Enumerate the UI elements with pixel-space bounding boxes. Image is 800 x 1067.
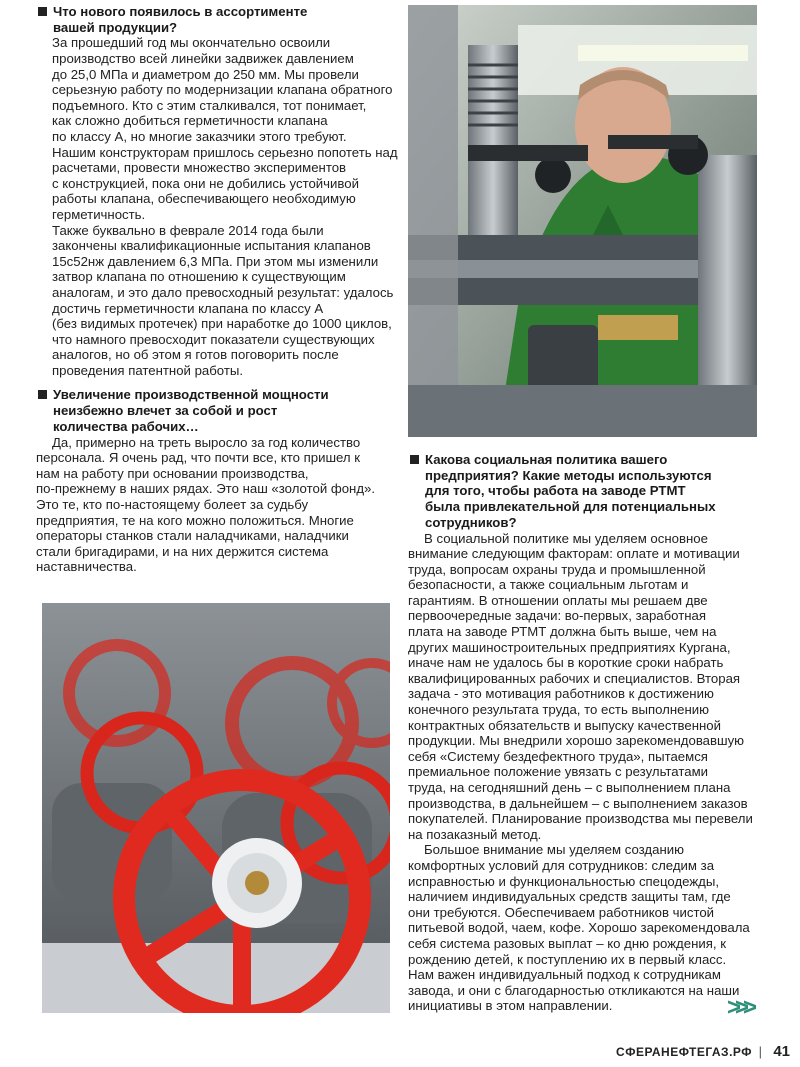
answer-paragraph xyxy=(408,842,762,1014)
text-line: аналогам, и это дало превосходный результат: удалось xyxy=(52,284,394,300)
text-line: проведения патентной работы. xyxy=(52,362,244,378)
right-column xyxy=(408,452,762,1014)
continue-arrows-icon: >>> xyxy=(727,994,752,1021)
text-line: (без видимых протечек) при наработке до 1000 циклов, xyxy=(52,316,392,332)
answer-paragraph xyxy=(408,531,762,843)
text-line: по-прежнему в наших рядах. Это наш «золотой фонд». xyxy=(36,481,376,497)
text-line: производства, в дальнейшем – с выполнением заказов xyxy=(408,795,748,811)
text-line: Также буквально в феврале 2014 года были xyxy=(52,222,324,238)
heading-line: количества рабочих… xyxy=(53,418,199,434)
text-line: наличием индивидуальных средств защиты там, где xyxy=(408,889,731,905)
worker-illustration xyxy=(408,5,757,437)
heading-line: была привлекательной для потенциальных xyxy=(425,499,716,515)
text-line: комфортных условий для сотрудников: следим за xyxy=(408,857,715,873)
text-line: контрактных обязательств и выпуску качественной xyxy=(408,717,721,733)
text-line: 15с52нж давлением 6,3 МПа. При этом мы изменили xyxy=(52,253,379,269)
text-line: они требуются. Обеспечиваем работников чистой xyxy=(408,904,715,920)
text-line: производство всей линейки задвижек давлением xyxy=(52,51,354,66)
text-line: труда, на сегодняшний день – с выполнением плана xyxy=(408,780,731,796)
text-line: За прошедший год мы окончательно освоили xyxy=(52,35,331,51)
text-line: наставничества. xyxy=(36,559,137,575)
text-line: В социальной политике мы уделяем основное xyxy=(424,530,708,546)
text-line: работы клапана, обеспечивающего необходимую xyxy=(52,191,356,207)
text-line: Да, примерно на треть выросло за год количество xyxy=(52,434,361,450)
text-line: гарантиям. В отношении оплаты мы решаем две xyxy=(408,592,708,608)
text-line: Нашим конструкторам пришлось серьезно попотеть над xyxy=(52,144,398,160)
text-line: герметичность. xyxy=(52,206,146,222)
heading-line: предприятия? Какие методы используются xyxy=(425,467,712,483)
photo-worker-at-test-bench xyxy=(408,5,757,437)
text-line: достичь герметичности клапана по классу А xyxy=(52,300,324,316)
text-line: расчетами, провести множество экспериментов xyxy=(52,160,347,176)
text-line: на позаказный метод. xyxy=(408,826,542,842)
text-line: завода, и они с благодарностью откликаются на наши xyxy=(408,982,740,998)
question-heading-capacity xyxy=(36,387,394,434)
heading-line: сотрудников? xyxy=(425,514,517,530)
footer-site-name: СФЕРАНЕФТЕГАЗ.РФ xyxy=(616,1045,752,1059)
text-line: первоочередные задачи: во-первых, заработная xyxy=(408,608,707,624)
text-line: персонала. Я очень рад, что почти все, кто пришел к xyxy=(36,450,361,466)
text-line: Нам важен индивидуальный подход к сотрудникам xyxy=(408,967,721,983)
bullet-square-icon xyxy=(38,7,47,16)
answer-paragraph xyxy=(36,35,398,222)
text-line: плата на заводе РТМТ должна быть выше, чем на xyxy=(408,624,717,640)
text-line: затвор клапана по отношению к существующим xyxy=(52,269,346,285)
footer-separator: | xyxy=(758,1044,762,1059)
text-line: себя «Систему бездефектного труда», пытаемся xyxy=(408,748,708,764)
text-line: нам на работу при основании производства, xyxy=(36,465,309,481)
left-column xyxy=(36,4,398,575)
text-line: Это те, кто по-настоящему болеет за судьбу xyxy=(36,496,309,512)
page-number: 41 xyxy=(773,1043,790,1060)
heading-line: для того, чтобы работа на заводе РТМТ xyxy=(425,483,686,499)
text-line: рождению детей, к поступлению их в первый класс. xyxy=(408,951,727,967)
text-line: предприятия, те на кого можно положиться. Многие xyxy=(36,512,354,528)
text-line: конечного результата труда, то есть выполнению xyxy=(408,702,710,718)
heading-line: Увеличение производственной мощности xyxy=(53,387,329,403)
text-line: задача - это мотивация работников к достижению xyxy=(408,686,714,702)
text-line: безопасности, а также социальным льготам и xyxy=(408,577,689,593)
answer-paragraph xyxy=(36,435,394,575)
text-line: закончены квалификационные испытания клапанов xyxy=(52,238,371,254)
text-line: аналогов, но об этом я готов поговорить после xyxy=(52,347,339,363)
text-line: других машиностроительных предприятиях Кургана, xyxy=(408,639,731,655)
text-line: питьевой водой, чаем, кофе. Хорошо зарекомендовала xyxy=(408,920,750,936)
text-line: что намного превосходит показатели существующих xyxy=(52,331,375,347)
text-line: труда, вопросам охраны труда и промышленной xyxy=(408,561,706,577)
text-line: с конструкцией, пока они не добились устойчивой xyxy=(52,175,359,191)
text-line: себя система разовых выплат – ко дню рождения, к xyxy=(408,935,726,951)
text-line: внимание следующим факторам: оплате и мотивации xyxy=(408,546,740,562)
text-line: инициативы в этом направлении. xyxy=(408,998,613,1014)
question-heading-social-policy xyxy=(408,452,762,531)
answer-paragraph xyxy=(36,223,394,379)
bullet-square-icon xyxy=(38,390,47,399)
text-line: стали бригадирами, и на них держится система xyxy=(36,543,329,559)
text-line: Большое внимание мы уделяем созданию xyxy=(424,842,684,858)
text-line: до 25,0 МПа и диаметром до 250 мм. Мы провели xyxy=(52,66,359,82)
photo-red-valve-handwheels xyxy=(42,603,390,1013)
text-line: как сложно добиться герметичности клапана xyxy=(52,113,328,129)
text-line: подъемного. Кто с этим сталкивался, тот понимает, xyxy=(52,97,367,113)
text-line: серьезную работу по модернизации клапана обратного xyxy=(52,82,393,98)
heading-line: неизбежно влечет за собой и рост xyxy=(53,403,278,419)
heading-line: Какова социальная политика вашего xyxy=(425,452,668,467)
question-heading-assortment xyxy=(36,4,394,35)
text-line: покупателей. Планирование производства мы перевели xyxy=(408,811,753,827)
text-line: продукции. Мы внедрили хорошо зарекомендовавшую xyxy=(408,733,745,749)
text-line: операторы станков стали наладчиками, наладчики xyxy=(36,528,349,544)
text-line: по классу А, но многие заказчики этого требуют. xyxy=(52,128,347,144)
bullet-square-icon xyxy=(410,455,419,464)
valves-illustration xyxy=(42,603,390,1013)
text-line: премиальное положение увязать с результатами xyxy=(408,764,708,780)
text-line: исправностью и функциональностью спецодежды, xyxy=(408,873,720,889)
text-line: квалифицированных рабочих и специалистов. Вторая xyxy=(408,670,741,686)
text-line: иначе нам не удалось бы в короткие сроки набрать xyxy=(408,655,724,671)
heading-line: вашей продукции? xyxy=(53,19,178,35)
heading-line: Что нового появилось в ассортименте xyxy=(53,4,308,19)
